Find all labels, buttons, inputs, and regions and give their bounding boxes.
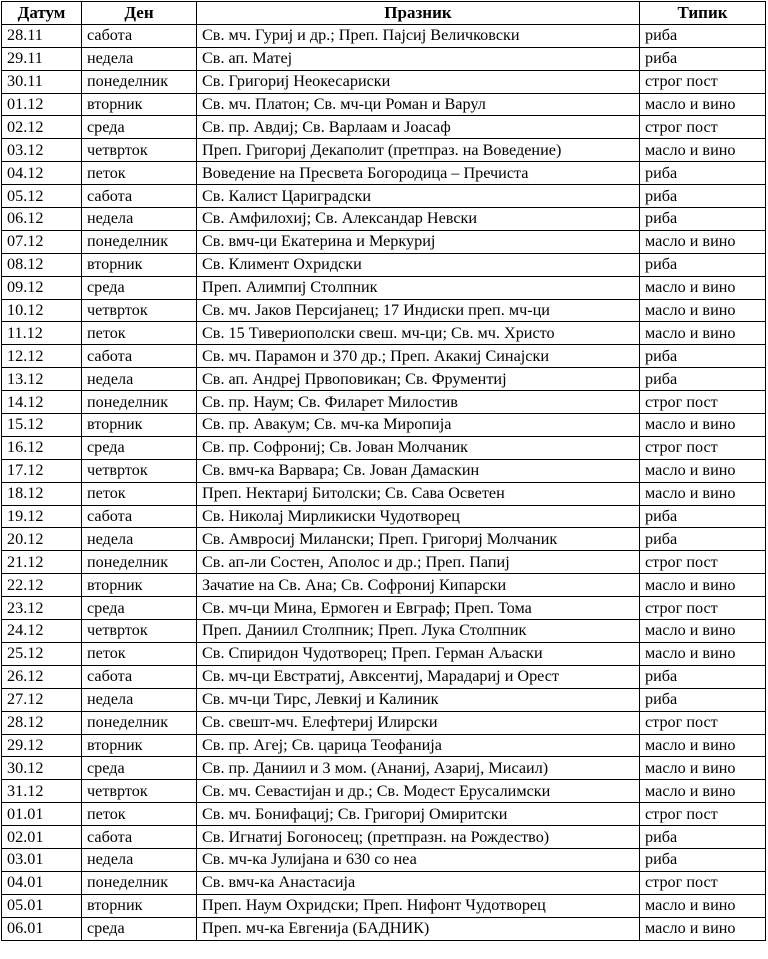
cell-day: четврток xyxy=(82,620,197,643)
cell-typikon: риба xyxy=(640,162,766,185)
cell-typikon: масло и вино xyxy=(640,574,766,597)
cell-feast: Св. мч-ци Тирс, Левкиј и Калиник xyxy=(197,688,640,711)
cell-typikon: масло и вино xyxy=(640,299,766,322)
cell-date: 27.12 xyxy=(2,688,82,711)
table-row xyxy=(2,665,766,688)
cell-typikon: риба xyxy=(640,24,766,47)
cell-feast: Св. мч-ци Мина, Ермоген и Евграф; Преп. Тома xyxy=(197,597,640,620)
table-row xyxy=(2,47,766,70)
cell-day: среда xyxy=(82,276,197,299)
cell-feast: Св. ап-ли Состен, Аполос и др.; Преп. Папиј xyxy=(197,551,640,574)
cell-feast: Св. пр. Агеј; Св. царица Теофанија xyxy=(197,734,640,757)
cell-date: 26.12 xyxy=(2,665,82,688)
cell-typikon: строг пост xyxy=(640,436,766,459)
cell-typikon: строг пост xyxy=(640,803,766,826)
cell-feast: Св. пр. Наум; Св. Филарет Милостив xyxy=(197,391,640,414)
cell-day: вторник xyxy=(82,253,197,276)
fasting-calendar-table xyxy=(1,1,766,941)
cell-typikon: строг пост xyxy=(640,70,766,93)
cell-typikon: масло и вино xyxy=(640,139,766,162)
cell-feast: Преп. Даниил Столпник; Преп. Лука Столпник xyxy=(197,620,640,643)
table-row xyxy=(2,620,766,643)
cell-typikon: масло и вино xyxy=(640,459,766,482)
cell-day: недела xyxy=(82,848,197,871)
table-header xyxy=(2,2,766,25)
table-row xyxy=(2,230,766,253)
cell-day: вторник xyxy=(82,574,197,597)
table-row xyxy=(2,253,766,276)
cell-date: 10.12 xyxy=(2,299,82,322)
cell-feast: Св. вмч-ци Екатерина и Меркуриј xyxy=(197,230,640,253)
cell-feast: Св. пр. Авакум; Св. мч-ка Миропија xyxy=(197,414,640,437)
cell-typikon: масло и вино xyxy=(640,322,766,345)
cell-date: 04.12 xyxy=(2,162,82,185)
cell-feast: Св. пр. Софрониј; Св. Јован Молчаник xyxy=(197,436,640,459)
table-row xyxy=(2,70,766,93)
table-row xyxy=(2,894,766,917)
cell-date: 04.01 xyxy=(2,871,82,894)
cell-feast: Св. вмч-ка Варвара; Св. Јован Дамаскин xyxy=(197,459,640,482)
cell-feast: Св. Спиридон Чудотворец; Преп. Герман Аљаски xyxy=(197,642,640,665)
cell-feast: Св. мч-ци Евстратиј, Авксентиј, Марадариј и Орест xyxy=(197,665,640,688)
cell-feast: Св. пр. Даниил и 3 мом. (Ананиј, Азариј, Мисаил) xyxy=(197,757,640,780)
cell-typikon: риба xyxy=(640,665,766,688)
cell-typikon: масло и вино xyxy=(640,93,766,116)
cell-date: 06.12 xyxy=(2,208,82,231)
cell-feast: Св. свешт-мч. Елефтериј Илирски xyxy=(197,711,640,734)
cell-date: 05.12 xyxy=(2,185,82,208)
cell-feast: Преп. Алимпиј Столпник xyxy=(197,276,640,299)
cell-day: недела xyxy=(82,688,197,711)
table-row xyxy=(2,711,766,734)
cell-day: четврток xyxy=(82,459,197,482)
cell-typikon: риба xyxy=(640,345,766,368)
table-row xyxy=(2,276,766,299)
cell-typikon: риба xyxy=(640,826,766,849)
cell-date: 30.12 xyxy=(2,757,82,780)
cell-day: понеделник xyxy=(82,871,197,894)
cell-date: 11.12 xyxy=(2,322,82,345)
cell-typikon: риба xyxy=(640,848,766,871)
table-row xyxy=(2,757,766,780)
cell-feast: Св. ап. Матеј xyxy=(197,47,640,70)
cell-typikon: строг пост xyxy=(640,711,766,734)
cell-feast: Зачатие на Св. Ана; Св. Софрониј Кипарски xyxy=(197,574,640,597)
table-row xyxy=(2,826,766,849)
cell-day: петок xyxy=(82,642,197,665)
cell-feast: Св. мч-ка Јулијана и 630 со неа xyxy=(197,848,640,871)
cell-typikon: риба xyxy=(640,505,766,528)
cell-day: сабота xyxy=(82,345,197,368)
cell-typikon: масло и вино xyxy=(640,757,766,780)
cell-day: понеделник xyxy=(82,391,197,414)
cell-date: 29.12 xyxy=(2,734,82,757)
table-row xyxy=(2,93,766,116)
cell-date: 01.12 xyxy=(2,93,82,116)
cell-typikon: риба xyxy=(640,368,766,391)
cell-day: петок xyxy=(82,322,197,345)
cell-date: 24.12 xyxy=(2,620,82,643)
cell-day: понеделник xyxy=(82,551,197,574)
cell-day: вторник xyxy=(82,894,197,917)
cell-typikon: масло и вино xyxy=(640,482,766,505)
cell-date: 28.12 xyxy=(2,711,82,734)
table-row xyxy=(2,871,766,894)
cell-date: 17.12 xyxy=(2,459,82,482)
cell-day: среда xyxy=(82,436,197,459)
cell-day: вторник xyxy=(82,734,197,757)
cell-date: 01.01 xyxy=(2,803,82,826)
cell-date: 20.12 xyxy=(2,528,82,551)
cell-feast: Преп. Григориј Декаполит (претпраз. на Воведение) xyxy=(197,139,640,162)
header-typikon: Типик xyxy=(640,2,766,25)
table-row xyxy=(2,642,766,665)
cell-typikon: риба xyxy=(640,528,766,551)
cell-feast: Св. мч. Платон; Св. мч-ци Роман и Варул xyxy=(197,93,640,116)
cell-date: 02.01 xyxy=(2,826,82,849)
cell-date: 29.11 xyxy=(2,47,82,70)
cell-feast: Преп. мч-ка Евгенија (БАДНИК) xyxy=(197,917,640,940)
table-row xyxy=(2,322,766,345)
table-row xyxy=(2,574,766,597)
cell-date: 14.12 xyxy=(2,391,82,414)
cell-date: 05.01 xyxy=(2,894,82,917)
cell-feast: Преп. Наум Охридски; Преп. Нифонт Чудотворец xyxy=(197,894,640,917)
cell-date: 25.12 xyxy=(2,642,82,665)
table-row xyxy=(2,482,766,505)
cell-day: петок xyxy=(82,803,197,826)
cell-date: 02.12 xyxy=(2,116,82,139)
cell-feast: Св. мч. Севастијан и др.; Св. Модест Ерусалимски xyxy=(197,780,640,803)
table-row xyxy=(2,436,766,459)
cell-date: 22.12 xyxy=(2,574,82,597)
cell-typikon: масло и вино xyxy=(640,894,766,917)
cell-typikon: риба xyxy=(640,185,766,208)
cell-date: 03.01 xyxy=(2,848,82,871)
cell-feast: Преп. Нектариј Битолски; Св. Сава Осветен xyxy=(197,482,640,505)
cell-day: понеделник xyxy=(82,711,197,734)
cell-typikon: масло и вино xyxy=(640,642,766,665)
table-row xyxy=(2,780,766,803)
cell-typikon: риба xyxy=(640,208,766,231)
cell-feast: Св. мч. Гуриј и др.; Преп. Пајсиј Величковски xyxy=(197,24,640,47)
cell-feast: Св. Игнатиј Богоносец; (претпразн. на Рождество) xyxy=(197,826,640,849)
cell-typikon: масло и вино xyxy=(640,276,766,299)
cell-day: сабота xyxy=(82,505,197,528)
header-feast: Празник xyxy=(197,2,640,25)
cell-day: вторник xyxy=(82,414,197,437)
table-row xyxy=(2,345,766,368)
cell-feast: Св. Григориј Неокесариски xyxy=(197,70,640,93)
cell-day: недела xyxy=(82,208,197,231)
table-row xyxy=(2,116,766,139)
cell-typikon: строг пост xyxy=(640,871,766,894)
table-row xyxy=(2,688,766,711)
cell-day: недела xyxy=(82,47,197,70)
cell-day: сабота xyxy=(82,185,197,208)
cell-day: среда xyxy=(82,116,197,139)
cell-date: 28.11 xyxy=(2,24,82,47)
cell-typikon: строг пост xyxy=(640,597,766,620)
cell-day: петок xyxy=(82,482,197,505)
cell-date: 30.11 xyxy=(2,70,82,93)
header-day: Ден xyxy=(82,2,197,25)
cell-date: 09.12 xyxy=(2,276,82,299)
cell-feast: Св. ап. Андреј Првоповикан; Св. Фрументиј xyxy=(197,368,640,391)
cell-date: 06.01 xyxy=(2,917,82,940)
cell-day: сабота xyxy=(82,24,197,47)
cell-feast: Св. мч. Јаков Персијанец; 17 Индиски преп. мч-ци xyxy=(197,299,640,322)
cell-feast: Св. мч. Бонифациј; Св. Григориј Омиритски xyxy=(197,803,640,826)
table-row xyxy=(2,162,766,185)
cell-typikon: риба xyxy=(640,253,766,276)
cell-day: понеделник xyxy=(82,230,197,253)
cell-date: 03.12 xyxy=(2,139,82,162)
cell-typikon: строг пост xyxy=(640,391,766,414)
cell-feast: Св. Николај Мирликиски Чудотворец xyxy=(197,505,640,528)
cell-day: вторник xyxy=(82,93,197,116)
cell-typikon: масло и вино xyxy=(640,620,766,643)
cell-date: 08.12 xyxy=(2,253,82,276)
cell-day: петок xyxy=(82,162,197,185)
table-row xyxy=(2,551,766,574)
cell-typikon: строг пост xyxy=(640,116,766,139)
cell-day: сабота xyxy=(82,665,197,688)
cell-date: 15.12 xyxy=(2,414,82,437)
cell-date: 16.12 xyxy=(2,436,82,459)
cell-day: понеделник xyxy=(82,70,197,93)
cell-typikon: строг пост xyxy=(640,551,766,574)
cell-feast: Св. Климент Охридски xyxy=(197,253,640,276)
table-row xyxy=(2,597,766,620)
cell-feast: Воведение на Пресвета Богородица – Пречиста xyxy=(197,162,640,185)
cell-date: 31.12 xyxy=(2,780,82,803)
cell-day: четврток xyxy=(82,139,197,162)
cell-date: 13.12 xyxy=(2,368,82,391)
cell-typikon: масло и вино xyxy=(640,780,766,803)
cell-typikon: масло и вино xyxy=(640,734,766,757)
table-row xyxy=(2,848,766,871)
cell-feast: Св. мч. Парамон и 370 др.; Преп. Акакиј Синајски xyxy=(197,345,640,368)
table-row xyxy=(2,917,766,940)
cell-day: четврток xyxy=(82,780,197,803)
cell-day: сабота xyxy=(82,826,197,849)
table-row xyxy=(2,208,766,231)
cell-day: среда xyxy=(82,757,197,780)
header-row xyxy=(2,2,766,25)
cell-date: 23.12 xyxy=(2,597,82,620)
cell-feast: Св. 15 Тивериополски свеш. мч-ци; Св. мч. Христо xyxy=(197,322,640,345)
cell-day: недела xyxy=(82,528,197,551)
table-row xyxy=(2,139,766,162)
cell-typikon: масло и вино xyxy=(640,414,766,437)
cell-day: недела xyxy=(82,368,197,391)
cell-day: среда xyxy=(82,917,197,940)
table-row xyxy=(2,368,766,391)
cell-date: 18.12 xyxy=(2,482,82,505)
table-row xyxy=(2,528,766,551)
cell-date: 19.12 xyxy=(2,505,82,528)
cell-feast: Св. Амвросиј Милански; Преп. Григориј Молчаник xyxy=(197,528,640,551)
cell-date: 07.12 xyxy=(2,230,82,253)
table-row xyxy=(2,734,766,757)
table-row xyxy=(2,299,766,322)
cell-feast: Св. Калист Цариградски xyxy=(197,185,640,208)
table-row xyxy=(2,459,766,482)
table-row xyxy=(2,391,766,414)
header-date: Датум xyxy=(2,2,82,25)
cell-day: среда xyxy=(82,597,197,620)
table-row xyxy=(2,505,766,528)
cell-feast: Св. пр. Авдиј; Св. Варлаам и Јоасаф xyxy=(197,116,640,139)
cell-typikon: риба xyxy=(640,688,766,711)
table-body xyxy=(2,24,766,940)
cell-day: четврток xyxy=(82,299,197,322)
cell-date: 12.12 xyxy=(2,345,82,368)
cell-feast: Св. вмч-ка Анастасија xyxy=(197,871,640,894)
table-row xyxy=(2,24,766,47)
table-row xyxy=(2,803,766,826)
table-row xyxy=(2,414,766,437)
cell-feast: Св. Амфилохиј; Св. Александар Невски xyxy=(197,208,640,231)
cell-typikon: масло и вино xyxy=(640,917,766,940)
cell-typikon: риба xyxy=(640,47,766,70)
table-row xyxy=(2,185,766,208)
cell-typikon: масло и вино xyxy=(640,230,766,253)
cell-date: 21.12 xyxy=(2,551,82,574)
